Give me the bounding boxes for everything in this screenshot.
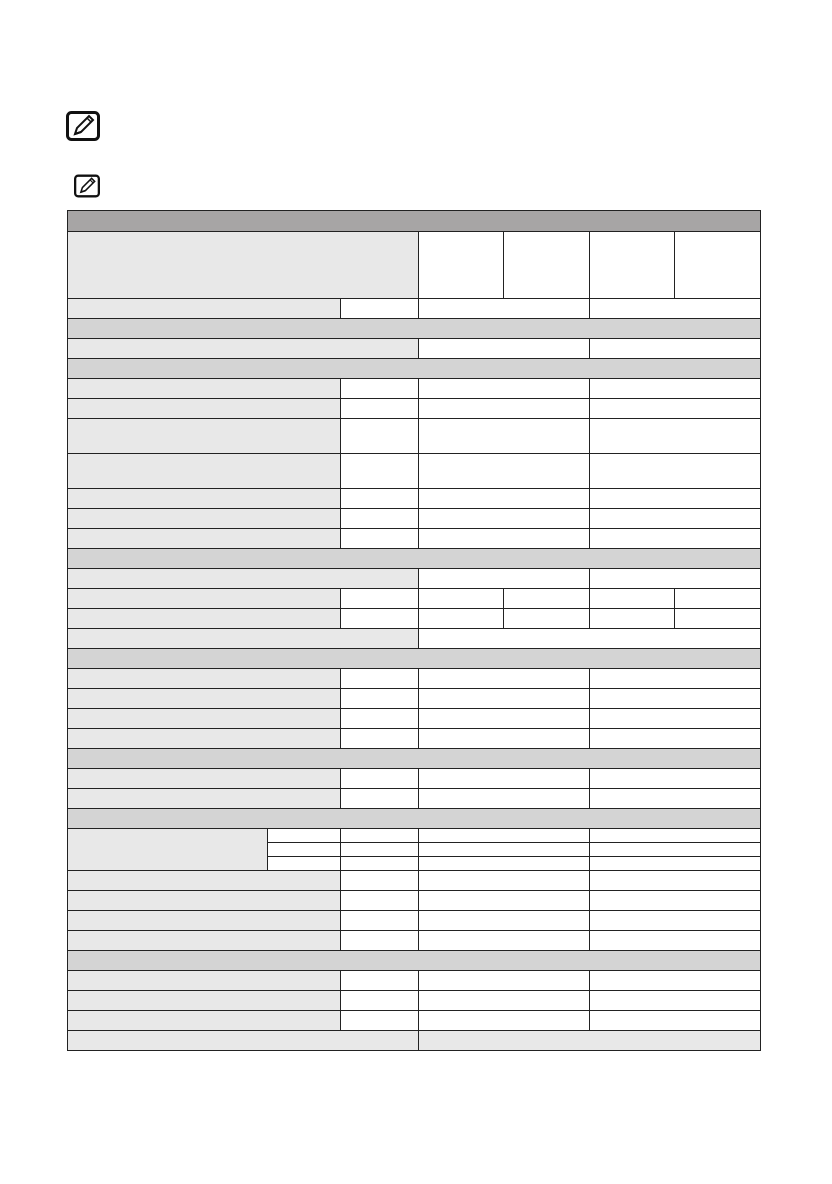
- table-row: [68, 971, 761, 991]
- table-row: [68, 1011, 761, 1031]
- table-row: [68, 419, 761, 454]
- table-row: [68, 379, 761, 399]
- table-row: [68, 931, 761, 951]
- table-row: [68, 529, 761, 549]
- header-label-cell: [68, 232, 419, 299]
- model-header-row: [68, 232, 761, 299]
- table-row: [68, 609, 761, 629]
- table-row: [68, 589, 761, 609]
- table-row: [68, 891, 761, 911]
- table-title: [68, 211, 761, 232]
- table-footer-row: [68, 1031, 761, 1051]
- section-row: [68, 951, 761, 971]
- section-row: [68, 549, 761, 569]
- table-row: [68, 729, 761, 749]
- table-row: [68, 629, 761, 649]
- table-row: [68, 911, 761, 931]
- table-row: [68, 829, 761, 843]
- spec-table: [67, 210, 761, 1051]
- table-row: [68, 299, 761, 319]
- table-row: [68, 789, 761, 809]
- note-pencil-icon: [74, 174, 100, 198]
- model-column-1: [419, 232, 504, 299]
- section-row: [68, 319, 761, 339]
- table-row: [68, 339, 761, 359]
- table-row: [68, 489, 761, 509]
- table-row: [68, 399, 761, 419]
- note-pencil-icon: [66, 111, 100, 141]
- table-row: [68, 689, 761, 709]
- section-row: [68, 809, 761, 829]
- section-row: [68, 359, 761, 379]
- model-column-2: [504, 232, 590, 299]
- model-column-3: [590, 232, 675, 299]
- table-row: [68, 871, 761, 891]
- table-row: [68, 569, 761, 589]
- table-row: [68, 769, 761, 789]
- section-row: [68, 649, 761, 669]
- section-row: [68, 749, 761, 769]
- table-row: [68, 709, 761, 729]
- table-row: [68, 509, 761, 529]
- table-row: [68, 454, 761, 489]
- table-title-row: [68, 211, 761, 232]
- model-column-4: [675, 232, 761, 299]
- table-row: [68, 991, 761, 1011]
- table-row: [68, 669, 761, 689]
